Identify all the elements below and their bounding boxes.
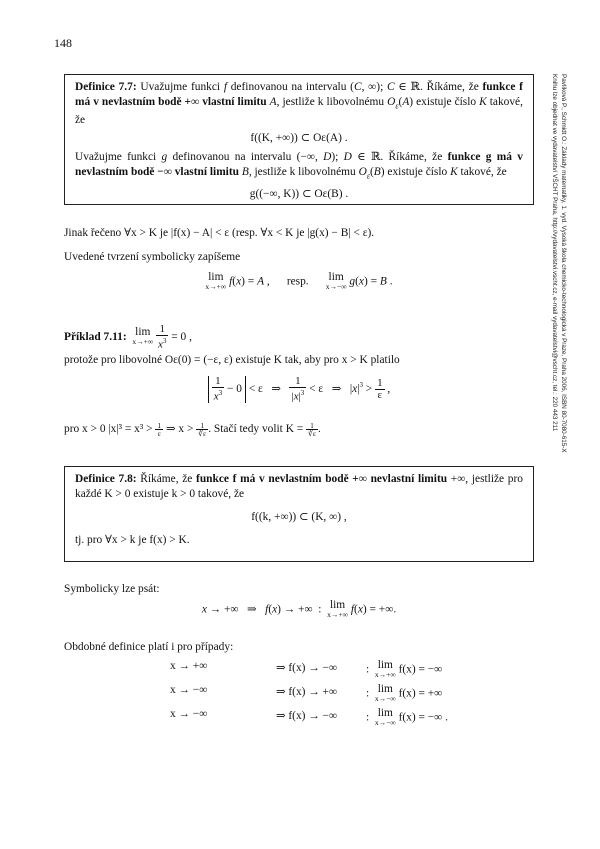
example-7-11-heading: Příklad 7.11: lim x→+∞ $\frac{1}{x^3}$ = 0 , [64, 323, 192, 351]
def77-bold-statement: funkce f má v nevlastním bodě +∞ vlastní limitu [75, 81, 523, 108]
side-note [551, 74, 572, 674]
definition-7-8-paragraph [75, 472, 523, 502]
def77-text-d: existuje číslo [416, 96, 477, 108]
definition-7-8-label: Definice 7.8: [75, 473, 137, 485]
def78-tj: tj. pro ∀x > k je f(x) > K. [75, 534, 190, 546]
limit-row-2-left: x → −∞ [170, 684, 208, 696]
def78-formula: f((k, +∞)) ⊂ (K, ∞) , [251, 511, 347, 523]
def77-text-f: Uvažujme funkci [75, 151, 157, 164]
limit-row-3-mid: ⇒ f(x) → −∞ [276, 710, 338, 722]
limit-row-1-left: x → +∞ [170, 660, 208, 672]
definition-7-7-paragraph-2: Uvažujme funkci g definovanou na intervalu (−∞, D); D ∈ ℝ. Říkáme, že funkce g má v nevlastním bodě −∞ vlastní limitu B, jestliže k libovolnému $O_\varepsilon(B)$ existuje číslo K takové, že [75, 151, 523, 181]
symbolic-limit: x → +∞ ⇒ f(x) → +∞ : lim x→+∞ f(x) = +∞. [201, 599, 397, 619]
definition-7-8-box [64, 466, 534, 562]
example-7-11-line-3: pro x > 0 |x|³ = x³ > $\frac{1}{\varepsilon}$ ⇒ x > $\frac{1}{∛\varepsilon}$ . Stačí tedy volit K = $\frac{1}{∛\varepsilon}$ . [64, 421, 321, 438]
def77-text-i: existuje číslo [387, 166, 448, 179]
def77-text-g: definovanou na intervalu [172, 151, 292, 164]
def77-text-a: Uvažujme funkci [140, 81, 221, 93]
example-line3-a: pro x > 0 |x|³ = x³ > [64, 423, 153, 436]
paragraph-symbolicky: Symbolicky lze psát: [64, 583, 160, 595]
example-7-11-inequality: $\frac{1}{x^3}$ − 0 < ε ⇒ $\frac{1}{|x|^3}$ < ε ⇒ $|x|^3$ > $\frac{1}{\varepsilon}$ , [64, 376, 534, 403]
def77-bold-statement-2: funkce g má v nevlastním bodě −∞ vlastní limitu [75, 151, 523, 179]
limit-row-1-mid: ⇒ f(x) → −∞ [276, 662, 338, 674]
limit-row-3-left: x → −∞ [170, 708, 208, 720]
limit-row-2-mid: ⇒ f(x) → +∞ [276, 686, 338, 698]
definition-7-7-label: Definice 7.7: [75, 81, 137, 93]
def77-text-b: definovanou na intervalu [230, 81, 347, 93]
def78-bold-statement: funkce f má v nevlastním bodě +∞ nevlastní limitu [196, 473, 448, 485]
def77-text-e: takové, že [75, 96, 523, 127]
def78-text-b: +∞, jestliže pro každé K > 0 existuje k > 0 takové, že [75, 473, 523, 500]
side-note-line-1: Pavlíková P., Schmidt O.: Základy matematiky, 1. vyd. Vysoká škola chemicko-technologická v Praze, Praha 2006, ISBN 80-7080-615-X [560, 74, 567, 453]
limit-formula-pair: lim x→+∞ f(x) = A , resp. lim x→−∞ g(x) = B . [205, 271, 393, 291]
def77-text-j: takové, že [460, 166, 507, 179]
limit-row-2-right: : lim x→−∞ f(x) = +∞ [366, 683, 443, 703]
example-line3-c: . Stačí tedy volit K = [208, 423, 304, 436]
definition-7-7-paragraph-1: Definice 7.7: Uvažujme funkci f definovanou na intervalu (C, ∞); C ∈ ℝ. Říkáme, že funkce f má v nevlastním bodě +∞ vlastní limitu A, jestliže k libovolnému $O_\varepsilon(A)$ existuje číslo K takové, že [75, 81, 523, 127]
def77-formula-1: f((K, +∞)) ⊂ Oε(A) . [250, 132, 348, 145]
example-7-11-line-1: protože pro libovolné Oε(0) = (−ε, ε) existuje K tak, aby pro x > K platilo [64, 354, 400, 366]
side-note-line-2: Knihu lze objednat ve vydavatelství VŠCHT Praha, http://vydavatelstvi.vscht.cz, e-mail vydavatelstvi@vscht.cz, tel.: 220 443 211 [551, 74, 558, 432]
resp-label: resp. [286, 275, 309, 288]
paragraph-uvedene: Uvedené tvrzení symbolicky zapíšeme [64, 251, 241, 263]
example-line3-b: ⇒ x > [166, 423, 194, 436]
def77-formula-2: g((−∞, K)) ⊂ Oε(B) . [249, 187, 349, 200]
def77-text-c: , jestliže k libovolnému [276, 96, 385, 108]
limit-row-3-right: : lim x→−∞ f(x) = −∞ . [366, 707, 448, 727]
paragraph-jinak: Jinak řečeno ∀x > K je |f(x) − A| < ε (resp. ∀x < K je |g(x) − B| < ε). [64, 227, 375, 239]
example-7-11-label: Příklad 7.11: [64, 330, 127, 343]
def78-text-a: Říkáme, že [140, 473, 193, 485]
definition-7-7-box [64, 74, 534, 205]
page-number: 148 [54, 36, 72, 50]
def77-text-h: , jestliže k libovolnému [248, 166, 356, 179]
limit-row-1-right: : lim x→+∞ f(x) = −∞ [366, 659, 443, 679]
paragraph-obdobne: Obdobné definice platí i pro případy: [64, 641, 234, 653]
